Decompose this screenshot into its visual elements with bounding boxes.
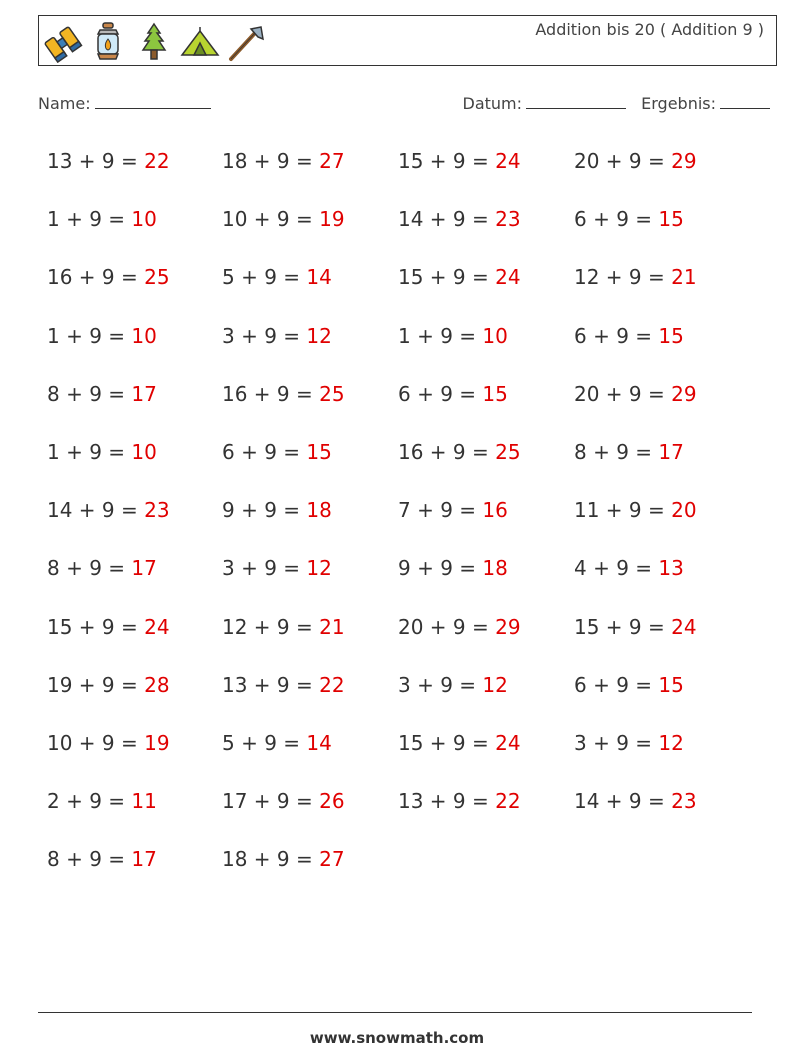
problem-item	[398, 321, 574, 379]
problem-item	[222, 495, 398, 553]
problem-question: 11 + 9 =	[574, 498, 672, 523]
problem-item	[398, 553, 574, 611]
problem-question: 6 + 9 =	[398, 381, 483, 406]
problem-item	[574, 728, 750, 786]
problem-answer: 27	[319, 149, 345, 173]
problem-item	[222, 204, 398, 262]
footer-divider	[38, 1012, 752, 1013]
problem-question: 5 + 9 =	[222, 265, 307, 290]
problem-question: 8 + 9 =	[574, 439, 659, 464]
problem-question: 10 + 9 =	[47, 730, 145, 755]
problem-item	[47, 612, 222, 670]
problem-question: 20 + 9 =	[398, 614, 496, 639]
problem-question: 2 + 9 =	[47, 789, 132, 814]
name-blank	[95, 92, 211, 109]
problem-item	[574, 262, 750, 320]
problem-item	[47, 321, 222, 379]
tent-icon	[179, 21, 221, 63]
problem-answer: 11	[131, 789, 157, 814]
problem-question: 5 + 9 =	[222, 730, 307, 755]
problem-answer: 15	[306, 439, 332, 464]
problem-answer: 15	[658, 672, 684, 697]
problem-question: 6 + 9 =	[574, 672, 659, 697]
worksheet-header	[38, 15, 777, 66]
problem-item	[222, 146, 398, 204]
axe-icon	[225, 21, 267, 63]
problem-item	[574, 146, 750, 204]
problem-answer: 25	[319, 381, 345, 406]
problem-question: 14 + 9 =	[574, 789, 672, 814]
problem-question: 12 + 9 =	[574, 265, 672, 290]
problem-item	[47, 204, 222, 262]
problem-answer: 19	[144, 730, 170, 755]
problem-answer: 21	[671, 265, 697, 290]
problem-item	[47, 786, 222, 844]
problem-question: 9 + 9 =	[222, 498, 307, 523]
problem-answer: 28	[144, 672, 170, 697]
problem-question: 10 + 9 =	[222, 207, 320, 232]
problem-answer: 22	[495, 789, 521, 814]
problem-answer: 24	[144, 614, 170, 639]
problem-answer: 10	[482, 323, 508, 348]
problem-item	[222, 844, 398, 902]
problem-question: 6 + 9 =	[222, 439, 307, 464]
problem-item	[222, 612, 398, 670]
problem-question: 13 + 9 =	[222, 672, 320, 697]
problem-answer: 12	[482, 672, 508, 697]
problem-question: 1 + 9 =	[47, 207, 132, 232]
problem-question: 3 + 9 =	[398, 672, 483, 697]
problem-question: 19 + 9 =	[47, 672, 145, 697]
problem-answer: 22	[319, 672, 345, 697]
problem-answer: 29	[671, 149, 697, 173]
problem-question: 14 + 9 =	[398, 207, 496, 232]
result-blank	[720, 92, 770, 109]
problem-question: 7 + 9 =	[398, 498, 483, 523]
problem-question: 14 + 9 =	[47, 498, 145, 523]
problem-item	[47, 262, 222, 320]
problem-question: 17 + 9 =	[222, 789, 320, 814]
problem-item	[574, 379, 750, 437]
problem-item	[574, 204, 750, 262]
problem-item	[398, 786, 574, 844]
problem-item	[574, 670, 750, 728]
date-result-fields	[463, 92, 770, 113]
problem-answer: 18	[306, 498, 332, 523]
problem-question: 8 + 9 =	[47, 847, 132, 872]
problem-answer: 24	[671, 614, 697, 639]
problem-answer: 20	[671, 498, 697, 523]
problem-question: 3 + 9 =	[574, 730, 659, 755]
problem-item	[398, 437, 574, 495]
problem-question: 8 + 9 =	[47, 381, 132, 406]
problem-answer: 10	[131, 323, 157, 348]
problem-question: 16 + 9 =	[398, 439, 496, 464]
problem-item	[398, 495, 574, 553]
problem-answer: 15	[658, 323, 684, 348]
problem-question: 16 + 9 =	[47, 265, 145, 290]
problem-grid	[47, 146, 767, 902]
problem-item	[398, 146, 574, 204]
problem-answer: 24	[495, 149, 521, 173]
problem-item	[47, 146, 222, 204]
problem-item	[47, 437, 222, 495]
problem-item	[398, 670, 574, 728]
problem-answer: 13	[658, 556, 684, 581]
problem-item	[222, 786, 398, 844]
problem-item	[222, 437, 398, 495]
problem-answer: 25	[495, 439, 521, 464]
problem-question: 1 + 9 =	[398, 323, 483, 348]
problem-question: 8 + 9 =	[47, 556, 132, 581]
problem-item	[398, 379, 574, 437]
problem-answer: 19	[319, 207, 345, 232]
problem-question: 1 + 9 =	[47, 323, 132, 348]
problem-answer: 23	[671, 789, 697, 814]
problem-answer: 14	[306, 730, 332, 755]
problem-answer: 22	[144, 149, 170, 173]
problem-answer: 17	[658, 439, 684, 464]
problem-item	[398, 728, 574, 786]
problem-item	[47, 728, 222, 786]
problem-question: 3 + 9 =	[222, 556, 307, 581]
problem-item	[222, 321, 398, 379]
problem-answer: 23	[144, 498, 170, 523]
problem-answer: 26	[319, 789, 345, 814]
problem-item	[398, 262, 574, 320]
binoculars-icon	[41, 21, 83, 63]
problem-question: 12 + 9 =	[222, 614, 320, 639]
date-blank	[526, 92, 626, 109]
problem-question: 3 + 9 =	[222, 323, 307, 348]
problem-item	[47, 495, 222, 553]
problem-answer: 18	[482, 556, 508, 581]
problem-question: 20 + 9 =	[574, 149, 672, 173]
problem-answer: 17	[131, 556, 157, 581]
worksheet-title: Addition bis 20 ( Addition 9 )	[535, 20, 764, 39]
lantern-icon	[87, 21, 129, 63]
problem-answer: 15	[482, 381, 508, 406]
problem-answer: 12	[658, 730, 684, 755]
problem-answer: 12	[306, 323, 332, 348]
problem-answer: 17	[131, 847, 157, 872]
problem-item	[222, 379, 398, 437]
footer-url: www.snowmath.com	[309, 1029, 485, 1047]
problem-answer: 29	[495, 614, 521, 639]
problem-answer: 25	[144, 265, 170, 290]
problem-item	[574, 786, 750, 844]
problem-item	[222, 262, 398, 320]
name-label: Name:	[38, 94, 91, 113]
problem-item	[398, 612, 574, 670]
problem-item	[574, 437, 750, 495]
problem-question: 15 + 9 =	[398, 149, 496, 173]
problem-answer: 24	[495, 730, 521, 755]
problem-answer: 16	[482, 498, 508, 523]
problem-question: 15 + 9 =	[574, 614, 672, 639]
problem-question: 9 + 9 =	[398, 556, 483, 581]
problem-item	[222, 670, 398, 728]
problem-answer: 29	[671, 381, 697, 406]
result-label: Ergebnis:	[641, 94, 716, 113]
problem-question: 6 + 9 =	[574, 323, 659, 348]
problem-item	[222, 728, 398, 786]
problem-answer: 14	[306, 265, 332, 290]
problem-answer: 10	[131, 207, 157, 232]
problem-question: 15 + 9 =	[398, 265, 496, 290]
problem-answer: 15	[658, 207, 684, 232]
problem-item	[222, 553, 398, 611]
problem-question: 18 + 9 =	[222, 847, 320, 872]
problem-question: 6 + 9 =	[574, 207, 659, 232]
problem-answer: 24	[495, 265, 521, 290]
problem-item	[47, 670, 222, 728]
problem-item	[574, 612, 750, 670]
problem-answer: 10	[131, 439, 157, 464]
problem-item	[574, 553, 750, 611]
problem-answer: 23	[495, 207, 521, 232]
problem-question: 1 + 9 =	[47, 439, 132, 464]
problem-item	[47, 553, 222, 611]
problem-question: 13 + 9 =	[398, 789, 496, 814]
problem-question: 13 + 9 =	[47, 149, 145, 173]
problem-answer: 21	[319, 614, 345, 639]
problem-question: 16 + 9 =	[222, 381, 320, 406]
pine-tree-icon	[133, 21, 175, 63]
problem-item	[574, 495, 750, 553]
problem-question: 20 + 9 =	[574, 381, 672, 406]
problem-item	[47, 844, 222, 902]
problem-item	[398, 204, 574, 262]
problem-question: 4 + 9 =	[574, 556, 659, 581]
problem-question: 18 + 9 =	[222, 149, 320, 173]
problem-answer: 17	[131, 381, 157, 406]
problem-item	[574, 321, 750, 379]
header-icons	[41, 20, 267, 64]
name-field	[38, 92, 211, 113]
date-label: Datum:	[462, 94, 523, 113]
problem-item	[47, 379, 222, 437]
problem-question: 15 + 9 =	[47, 614, 145, 639]
problem-answer: 12	[306, 556, 332, 581]
problem-question: 15 + 9 =	[398, 730, 496, 755]
problem-answer: 27	[319, 847, 345, 872]
